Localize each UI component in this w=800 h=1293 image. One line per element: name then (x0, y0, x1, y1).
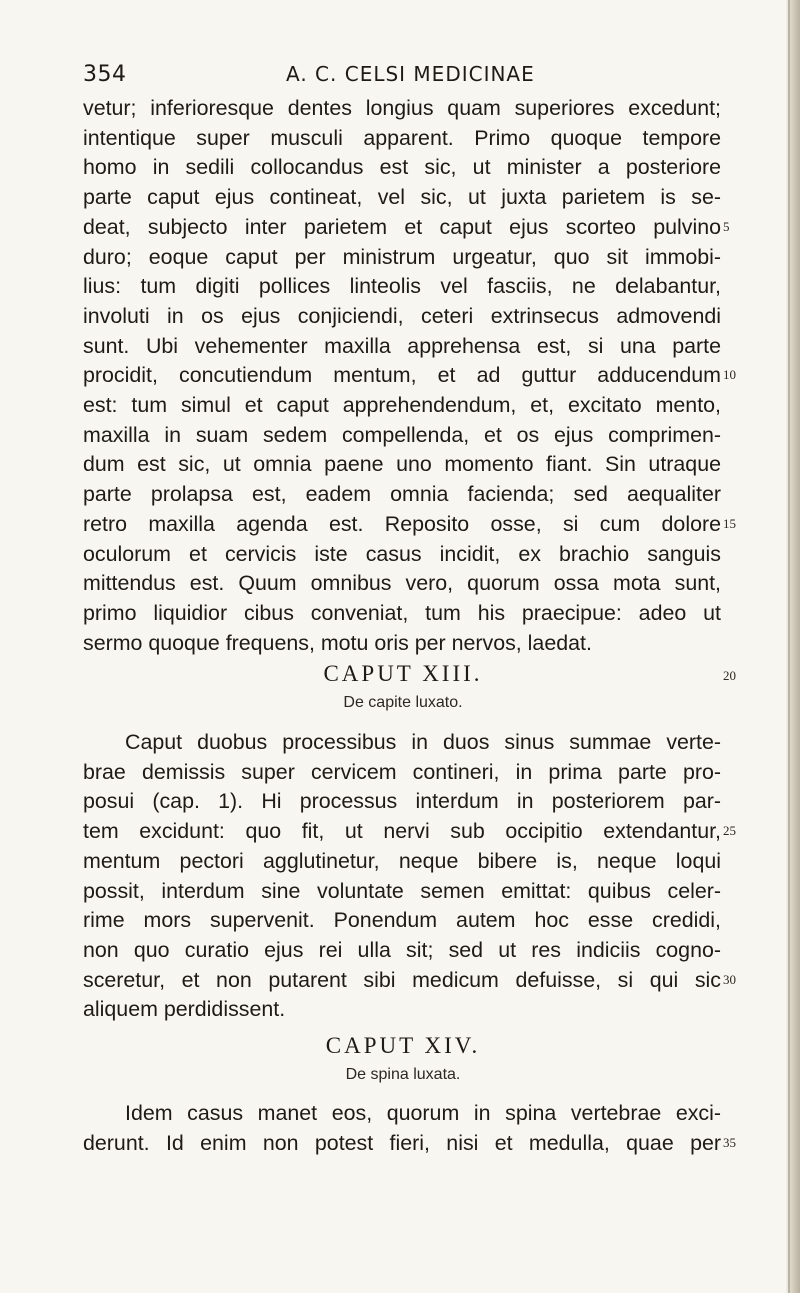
text-line: Idem casus manet eos, quorum in spina vertebrae exci- (125, 1101, 721, 1125)
text-line: involuti in os ejus conjiciendi, ceteri extrinsecus admovendi (83, 303, 721, 328)
text-line: primo liquidior cibus conveniat, tum his praecipue: adeo ut (83, 600, 721, 625)
text-line: intentique super musculi apparent. Primo quoque tempore (83, 125, 721, 150)
text-line: possit, interdum sine voluntate semen emittat: quibus celer- (83, 878, 721, 903)
text-line: Caput duobus processibus in duos sinus summae verte- (125, 730, 721, 754)
chapter-subtitle: De spina luxata. (345, 1066, 461, 1083)
text-line: mentum pectori agglutinetur, neque bibere is, neque loqui (83, 848, 721, 873)
text-line: homo in sedili collocandus est sic, ut minister a posteriore (83, 155, 721, 180)
text-line: rime mors supervenit. Ponendum autem hoc esse credidi, (83, 908, 721, 933)
margin-line-number: 10 (723, 367, 736, 383)
text-line: retro maxilla agenda est. Reposito osse, si cum dolore (83, 511, 721, 536)
text-line: sermo quoque frequens, motu oris per nervos, laedat. (83, 630, 592, 655)
margin-line-number: 30 (723, 971, 736, 987)
text-line: sceretur, et non putarent sibi medicum defuisse, si qui sic (83, 967, 721, 992)
chapter-subtitle: De capite luxato. (343, 694, 463, 711)
page-number: 354 (83, 62, 127, 87)
margin-line-number: 20 (723, 668, 736, 683)
text-line: vetur; inferioresque dentes longius quam superiores excedunt; (83, 96, 721, 120)
text-line: oculorum et cervicis iste casus incidit, ex brachio sanguis (83, 541, 721, 566)
text-line: tem excidunt: quo fit, ut nervi sub occipitio extendantur, (83, 819, 721, 844)
text-line: dum est sic, ut omnia paene uno momento fiant. Sin utraque (83, 452, 721, 477)
text-line: posui (cap. 1). Hi processus interdum in posteriorem par- (83, 789, 721, 814)
margin-line-number: 15 (723, 515, 736, 531)
text-line: sunt. Ubi vehementer maxilla apprehensa est, si una parte (83, 333, 721, 358)
margin-line-number: 35 (723, 1134, 736, 1150)
text-line: aliquem perdidissent. (83, 997, 286, 1022)
text-line: parte caput ejus contineat, vel sic, ut juxta parietem is se- (83, 185, 721, 210)
chapter-heading: CAPUT XIV. (325, 1033, 481, 1058)
text-line: est: tum simul et caput apprehendendum, et, excitato mento, (83, 393, 721, 417)
text-line: derunt. Id enim non potest fieri, nisi et medulla, quae per (83, 1130, 721, 1155)
margin-line-number: 5 (723, 218, 730, 234)
running-head (0, 62, 800, 92)
page-edge-line (788, 0, 790, 1293)
text-line: non quo curatio ejus rei ulla sit; sed ut res indiciis cogno- (83, 937, 721, 962)
chapter-heading: CAPUT XIII. (323, 661, 483, 686)
text-line: duro; eoque caput per ministrum urgeatur, quo sit immobi- (83, 244, 721, 269)
text-line: brae demissis super cervicem contineri, in prima parte pro- (83, 759, 721, 784)
text-line: procidit, concutiendum mentum, et ad guttur adducendum (83, 363, 721, 388)
text-line: deat, subjecto inter parietem et caput ejus scorteo pulvino (83, 214, 721, 239)
text-line: parte prolapsa est, eadem omnia facienda; sed aequaliter (83, 482, 721, 507)
running-head-title: A. C. CELSI MEDICINAE (286, 62, 535, 86)
margin-line-number: 25 (723, 823, 736, 839)
text-line: mittendus est. Quum omnibus vero, quorum ossa mota sunt, (83, 571, 721, 596)
text-line: maxilla in suam sedem compellenda, et os ejus comprimen- (83, 422, 721, 447)
text-line: lius: tum digiti pollices linteolis vel fasciis, ne delabantur, (83, 274, 721, 299)
